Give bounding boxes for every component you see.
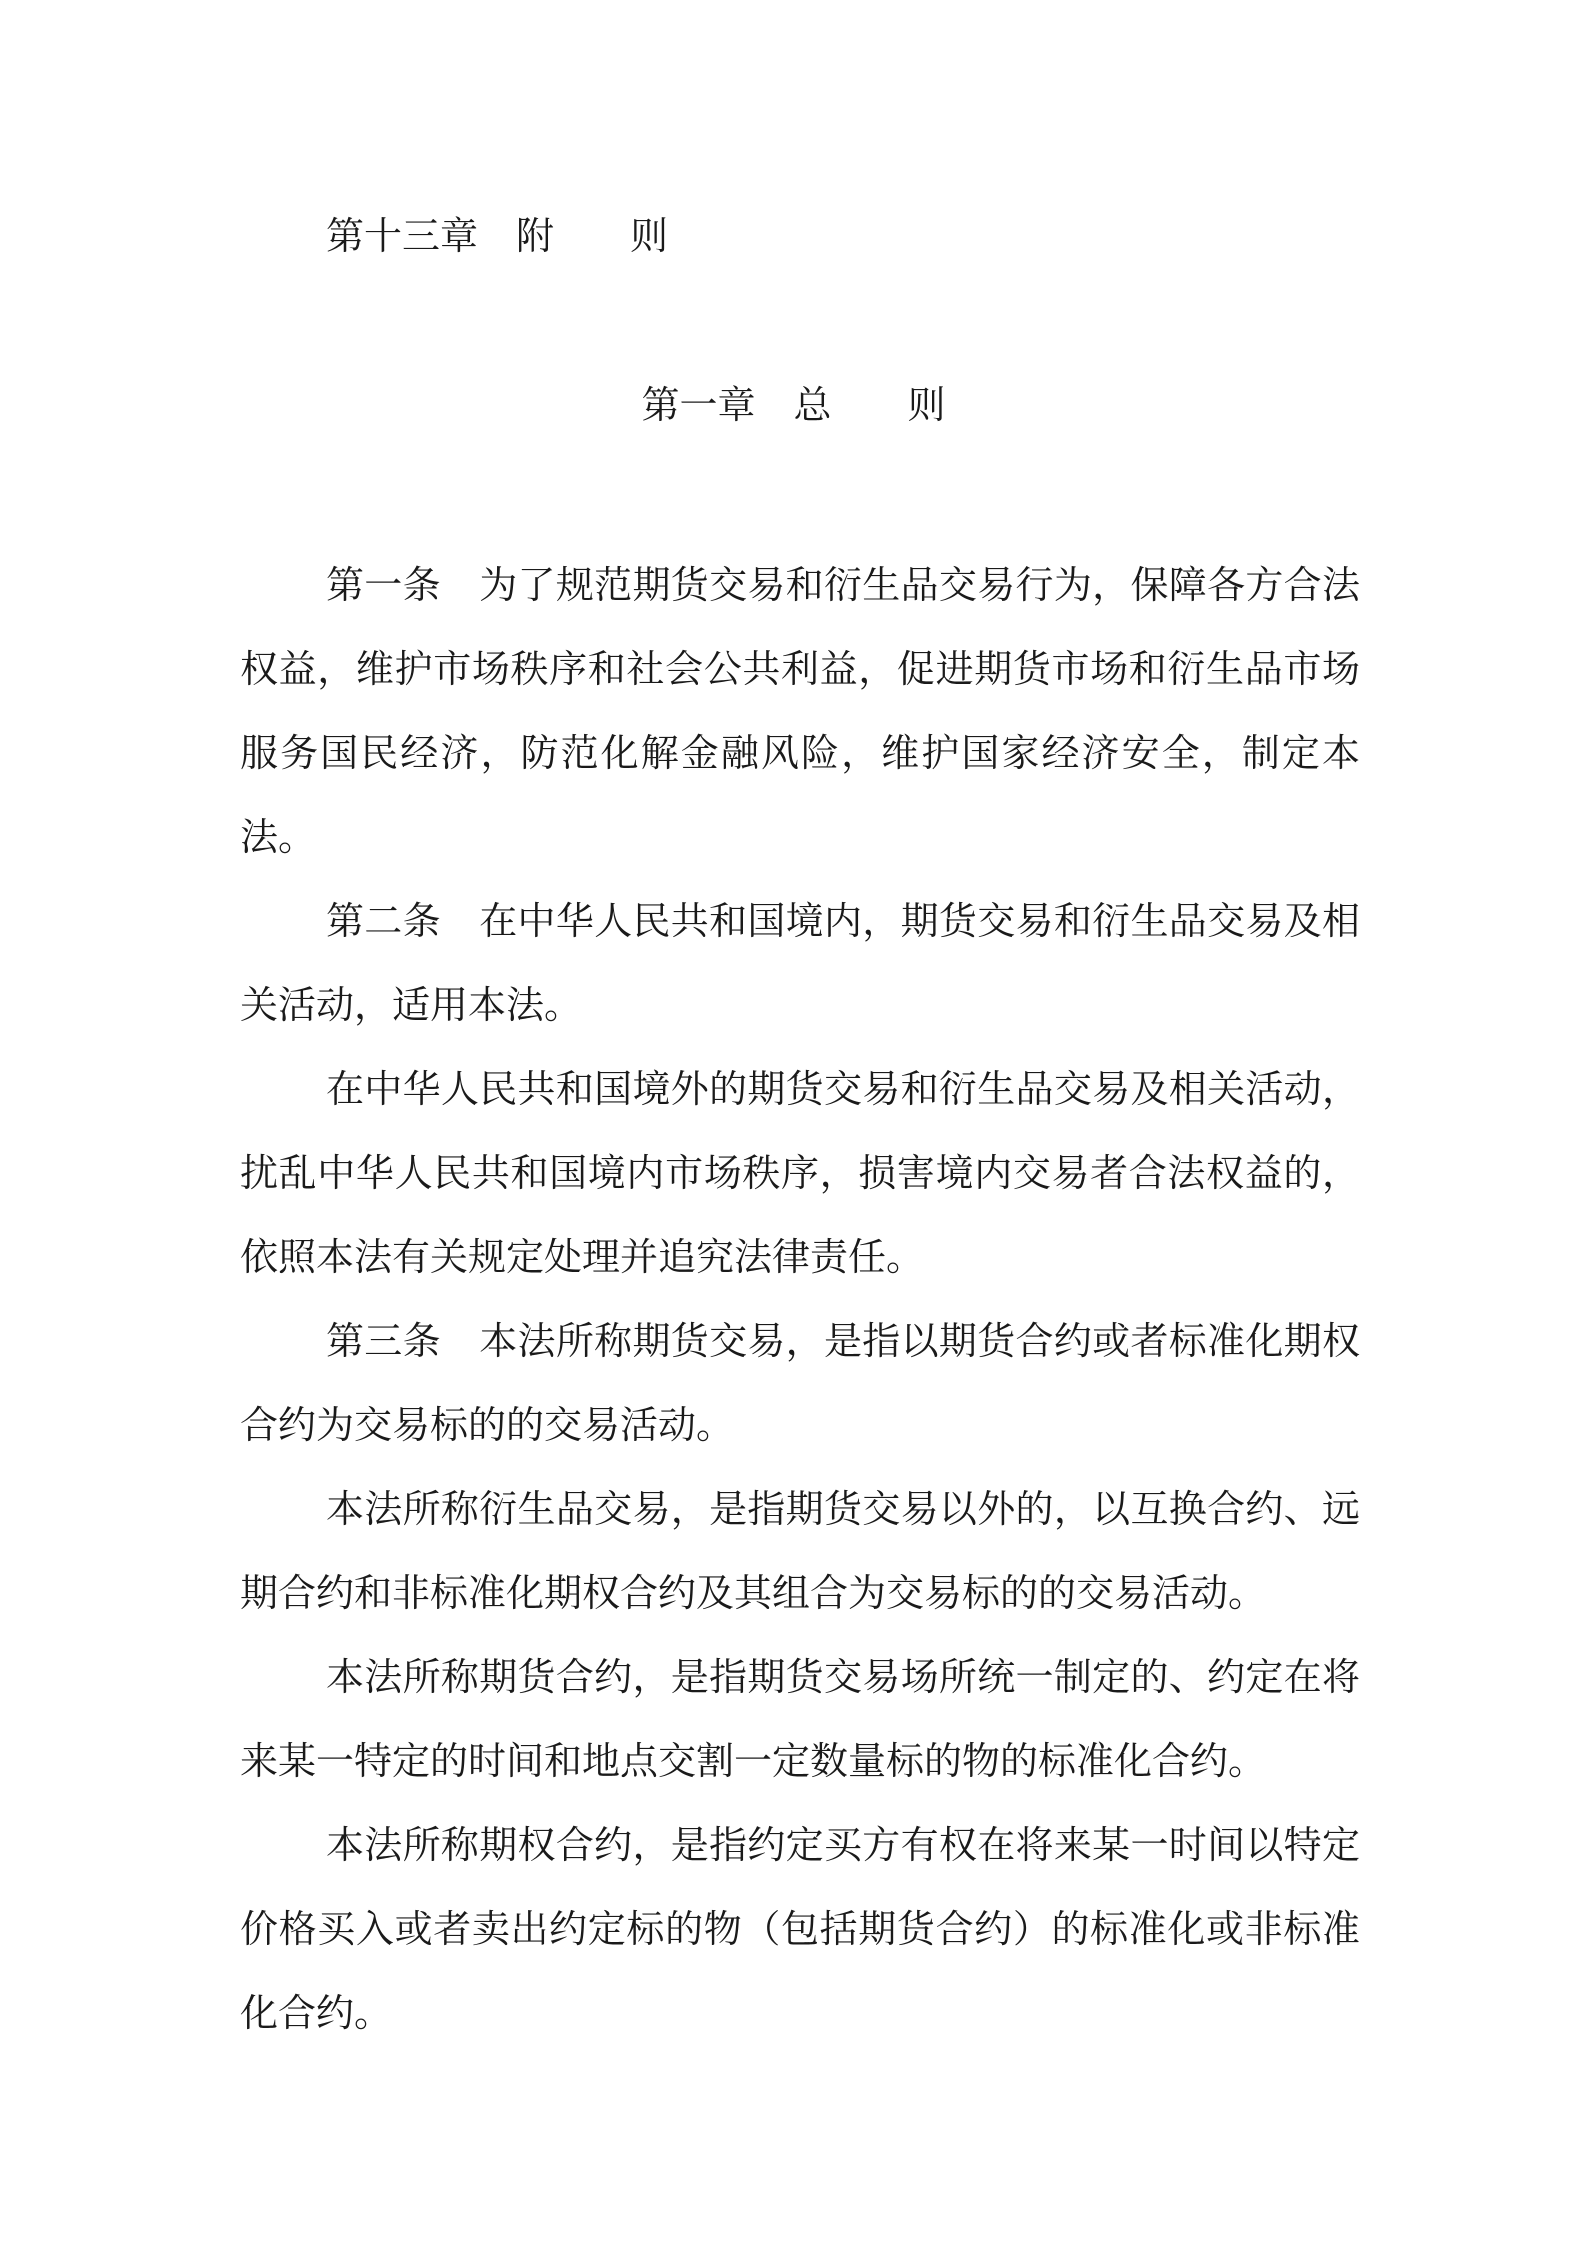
chapter-heading: 第一章 总 则 <box>641 383 946 427</box>
article-3-paragraph-2: 本法所称衍生品交易，是指期货交易以外的，以互换合约、远期合约和非标准化期权合约及其组合为交易标的的交易活动。 <box>240 1487 1360 1615</box>
article-3-paragraph-4: 本法所称期权合约，是指约定买方有权在将来某一时间以特定价格买入或者卖出约定标的物（包括期货合约）的标准化或非标准化合约。 <box>240 1823 1360 2035</box>
article-3-paragraph: 第三条 本法所称期货交易，是指以期货合约或者标准化期权合约为交易标的的交易活动。 <box>240 1319 1360 1447</box>
article-1-paragraph: 第一条 为了规范期货交易和衍生品交易行为，保障各方合法权益，维护市场秩序和社会公共利益，促进期货市场和衍生品市场服务国民经济，防范化解金融风险，维护国家经济安全，制定本法。 <box>240 563 1360 859</box>
article-3-paragraph-3: 本法所称期货合约，是指期货交易场所统一制定的、约定在将来某一特定的时间和地点交割一定数量标的物的标准化合约。 <box>240 1655 1360 1783</box>
article-2-paragraph-2: 在中华人民共和国境外的期货交易和衍生品交易及相关活动，扰乱中华人民共和国境内市场秩序，损害境内交易者合法权益的，依照本法有关规定处理并追究法律责任。 <box>240 1067 1360 1279</box>
toc-entry-chapter-13: 第十三章 附 则 <box>326 214 669 258</box>
article-2-paragraph: 第二条 在中华人民共和国境内，期货交易和衍生品交易及相关活动，适用本法。 <box>240 899 1360 1027</box>
chapter-body <box>240 543 1360 2055</box>
